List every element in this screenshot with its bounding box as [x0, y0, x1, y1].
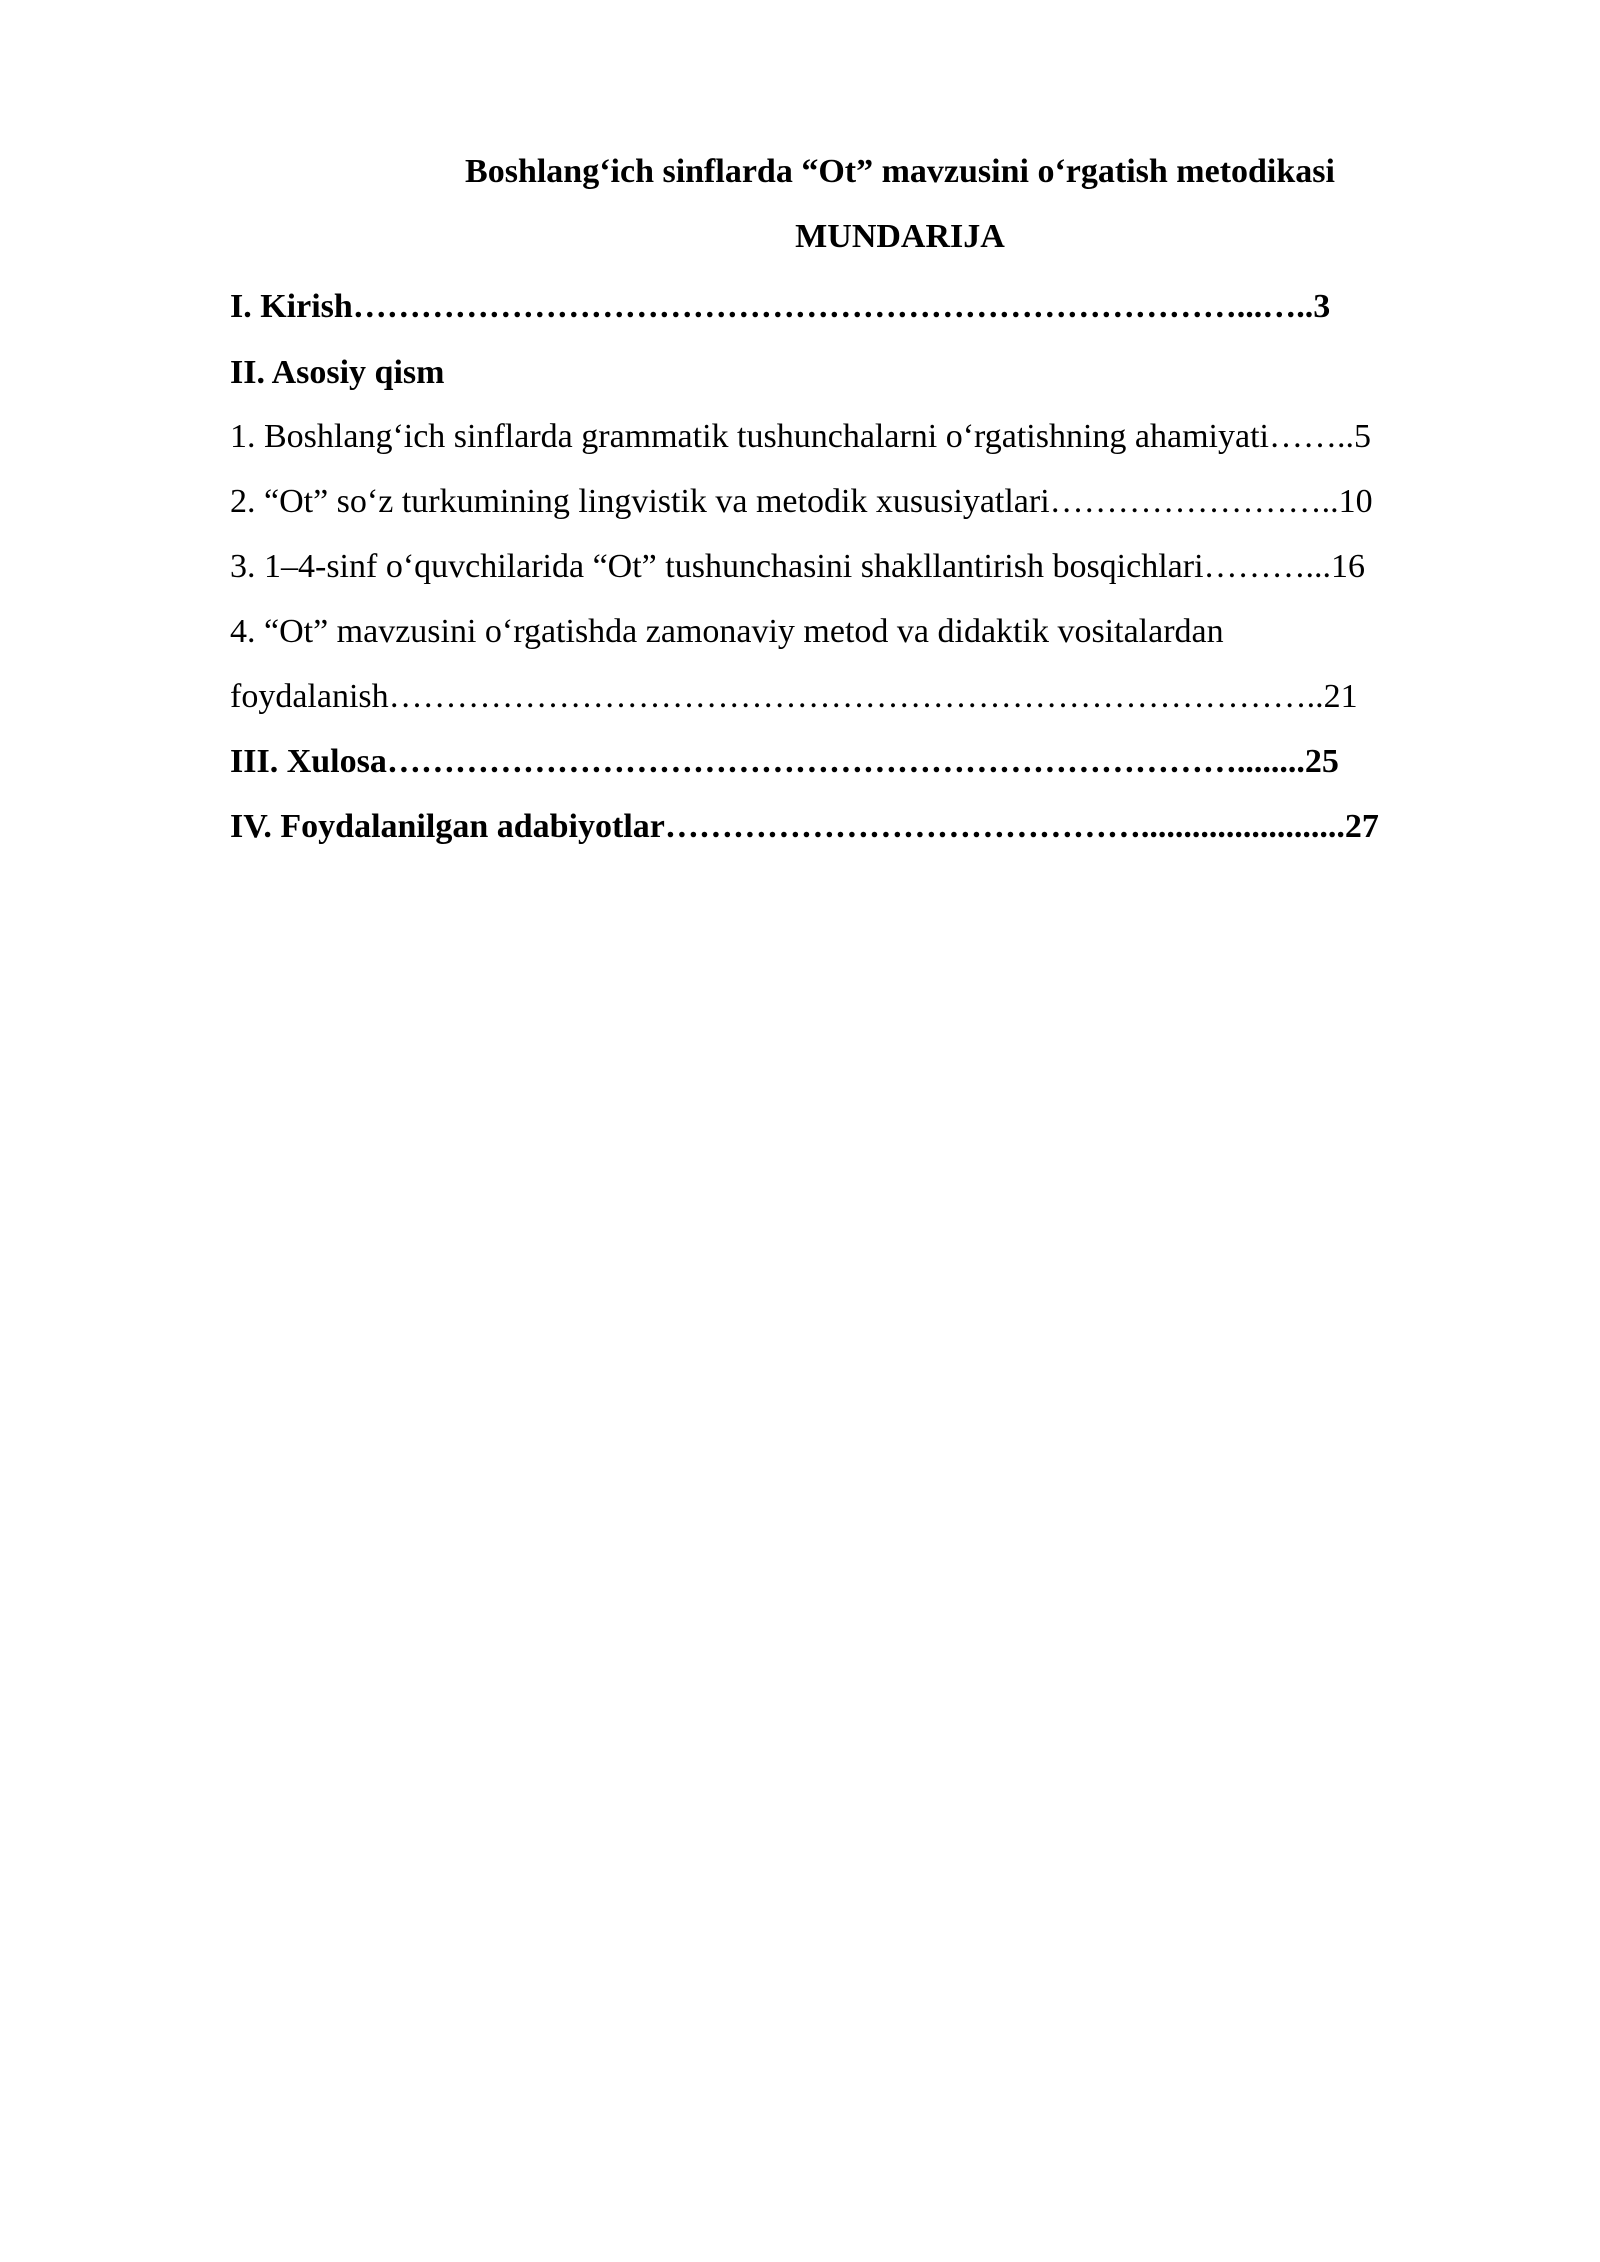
- toc-heading: MUNDARIJA: [795, 218, 1005, 255]
- toc-entry-xulosa: III. Xulosa…………………………………………………………………........25: [230, 743, 1339, 780]
- document-title: Boshlang‘ich sinflarda “Ot” mavzusini o‘rgatish metodikasi: [465, 153, 1335, 190]
- toc-entry-adabiyotlar: IV. Foydalanilgan adabiyotlar……………………………………........................27: [230, 808, 1379, 845]
- toc-entry-section-4: 4. “Ot” mavzusini o‘rgatishda zamonaviy metod va didaktik vositalardan: [230, 613, 1224, 650]
- toc-entry-asosiy-qism: II. Asosiy qism: [230, 354, 445, 391]
- toc-entry-section-1: 1. Boshlang‘ich sinflarda grammatik tushunchalarni o‘rgatishning ahamiyati……..5: [230, 418, 1371, 455]
- toc-entry-kirish: I. Kirish……………………………………………………………………...…..3: [230, 288, 1331, 325]
- toc-entry-section-2: 2. “Ot” so‘z turkumining lingvistik va metodik xususiyatlari……………………..10: [230, 483, 1373, 520]
- toc-entry-section-3: 3. 1–4-sinf o‘quvchilarida “Ot” tushunchasini shakllantirish bosqichlari………...16: [230, 548, 1366, 585]
- toc-entry-section-4-cont: foydalanish………………………………………………………………………..21: [230, 678, 1358, 715]
